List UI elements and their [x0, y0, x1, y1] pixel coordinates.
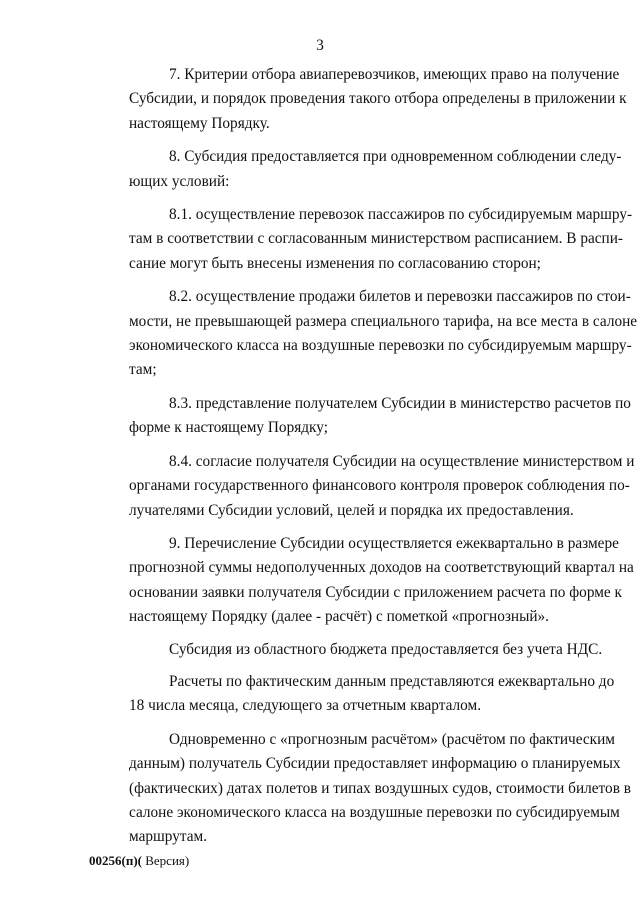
text-line: 8.3. представление получателем Субсидии в министерство расчетов по [169, 394, 631, 412]
paragraph [89, 670, 615, 719]
paragraph [89, 450, 635, 523]
paragraph [89, 532, 634, 630]
text-line: форме к настоящему Порядку; [129, 419, 328, 437]
text-line: Субсидия из областного бюджета предоставляется без учета НДС. [169, 640, 603, 658]
text-line: Расчеты по фактическим данным представляются ежеквартально до [169, 672, 615, 690]
paragraph [89, 392, 631, 441]
text-line: органами государственного финансового контроля проверок соблюдения по- [129, 477, 630, 495]
text-line: маршрутам. [129, 828, 208, 846]
text-line: Субсидии, и порядок проведения такого отбора определены в приложении к [129, 90, 627, 108]
paragraph [89, 285, 638, 383]
document-version: Версия) [141, 853, 190, 868]
document-body [89, 63, 638, 850]
page-number: 3 [316, 37, 324, 54]
text-line: 9. Перечисление Субсидии осуществляется ежеквартально в размере [169, 534, 619, 552]
text-line: сание могут быть внесены изменения по согласованию сторон; [129, 254, 541, 272]
text-line: 7. Критерии отбора авиаперевозчиков, имеющих право на получение [169, 66, 620, 83]
text-line: (фактических) датах полетов и типах воздушных судов, стоимости билетов в [129, 779, 631, 797]
document-footer [89, 853, 189, 869]
text-line: там в соответствии с согласованным министерством расписанием. В распи- [129, 230, 624, 248]
text-line: 8.1. осуществление перевозок пассажиров по субсидируемым маршру- [169, 206, 633, 224]
text-line: там; [129, 361, 157, 379]
text-line: основании заявки получателя Субсидии с приложением расчета по форме к [129, 583, 622, 601]
text-line: 8. Субсидия предоставляется при одновременном соблюдении следу- [169, 148, 622, 166]
text-line: 8.2. осуществление продажи билетов и перевозки пассажиров по стои- [169, 288, 631, 306]
text-line: настоящему Порядку (далее - расчёт) с пометкой «прогнозный». [129, 608, 550, 626]
paragraph [89, 145, 622, 194]
text-line: 18 числа месяца, следующего за отчетным кварталом. [129, 697, 482, 715]
text-line: прогнозной суммы недополученных доходов на соответствующий квартал на [129, 559, 634, 577]
paragraph [89, 203, 633, 276]
text-line: мости, не превышающей размера специального тарифа, на все места в салоне [129, 312, 638, 330]
paragraph [89, 728, 631, 850]
text-line: ющих условий: [129, 172, 230, 190]
text-line: 8.4. согласие получателя Субсидии на осуществление министерством и [169, 452, 635, 470]
paragraph [89, 63, 627, 136]
text-line: салоне экономического класса на воздушные перевозки по субсидируемым [129, 803, 620, 821]
text-line: настоящему Порядку. [129, 114, 270, 132]
paragraph [89, 638, 603, 662]
text-line: Одновременно с «прогнозным расчётом» (расчётом по фактическим [169, 730, 615, 748]
text-line: лучателями Субсидии условий, целей и порядка их предоставления. [129, 501, 574, 519]
document-code: 00256(п)( [89, 853, 142, 868]
text-line: экономического класса на воздушные перевозки по субсидируемым маршру- [129, 337, 632, 355]
text-line: данным) получатель Субсидии предоставляет информацию о планируемых [129, 755, 621, 773]
